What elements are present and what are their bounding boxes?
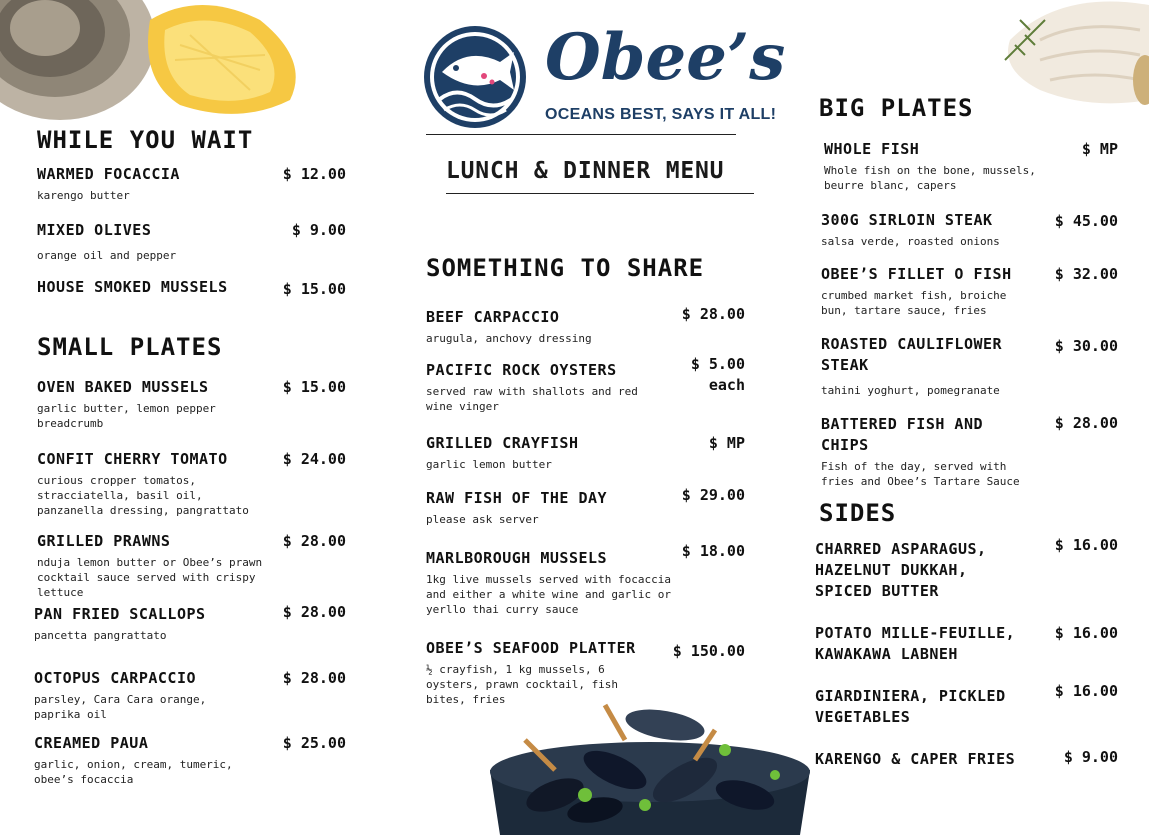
item-price: $ 16.00	[1054, 536, 1118, 554]
item-desc: nduja lemon butter or Obee’s prawn cocktail sauce served with crispy lettuce	[37, 556, 263, 599]
menu-item	[821, 414, 1046, 489]
menu-item	[426, 307, 676, 346]
item-desc: parsley, Cara Cara orange, paprika oil	[34, 693, 207, 721]
brand-tagline: OCEANS BEST, SAYS IT ALL!	[545, 106, 777, 123]
item-name: CHARRED ASPARAGUS, HAZELNUT DUKKAH, SPICED BUTTER	[815, 540, 987, 600]
header-divider	[426, 134, 736, 135]
item-price: $ 28.00	[1054, 414, 1118, 432]
item-price: $ 24.00	[282, 450, 346, 468]
menu-item	[815, 623, 1030, 665]
item-desc: please ask server	[426, 513, 539, 526]
item-name: ROASTED CAULIFLOWER STEAK	[821, 335, 1003, 374]
item-desc: arugula, anchovy dressing	[426, 332, 592, 345]
item-desc: salsa verde, roasted onions	[821, 235, 1000, 248]
item-price: $ 18.00	[681, 542, 745, 560]
fish-logo-icon	[422, 24, 528, 130]
item-desc: orange oil and pepper	[37, 249, 177, 262]
menu-item	[37, 377, 272, 431]
item-name: BATTERED FISH AND CHIPS	[821, 415, 984, 454]
menu-item	[34, 604, 269, 643]
small-plates-heading: SMALL PLATES	[37, 333, 223, 361]
item-name: MARLBOROUGH MUSSELS	[426, 549, 608, 567]
item-desc: 1kg live mussels served with focaccia and either a white wine and garlic or yerllo thai curry sauce	[426, 573, 672, 616]
item-name: GIARDINIERA, PICKLED VEGETABLES	[815, 687, 1006, 726]
menu-item	[37, 220, 277, 263]
item-desc: garlic butter, lemon pepper breadcrumb	[37, 402, 216, 430]
item-price: $ 150.00	[672, 642, 745, 660]
item-price: $ 32.00	[1054, 265, 1118, 283]
item-name: CREAMED PAUA	[34, 734, 149, 752]
item-desc: crumbed market fish, broiche bun, tartare sauce, fries	[821, 289, 1007, 317]
item-desc: karengo butter	[37, 189, 130, 202]
item-name: PACIFIC ROCK OYSTERS	[426, 361, 617, 379]
item-name: OBEE’S FILLET O FISH	[821, 265, 1012, 283]
menu-item	[821, 210, 1046, 249]
item-name: CONFIT CHERRY TOMATO	[37, 450, 228, 468]
item-price: $ 16.00	[1054, 682, 1118, 700]
item-price: $ 9.00	[291, 221, 346, 239]
menu-title-underline	[446, 193, 754, 194]
item-price: $ 9.00	[1063, 748, 1118, 766]
item-price: $ 15.00	[282, 280, 346, 298]
item-price: $ 28.00	[282, 669, 346, 687]
fish-fillet-image	[1000, 0, 1149, 110]
item-name: GRILLED CRAYFISH	[426, 434, 579, 452]
item-price: $ 30.00	[1054, 337, 1118, 355]
menu-item	[34, 668, 269, 722]
menu-title: LUNCH & DINNER MENU	[446, 158, 725, 184]
item-desc: garlic, onion, cream, tumeric, obee’s focaccia	[34, 758, 233, 786]
menu-item	[815, 749, 1045, 770]
item-desc: Whole fish on the bone, mussels, beurre blanc, capers	[824, 164, 1036, 192]
item-name: 300G SIRLOIN STEAK	[821, 211, 993, 229]
menu-item	[37, 449, 272, 518]
item-price: $ 15.00	[282, 378, 346, 396]
item-name: OCTOPUS CARPACCIO	[34, 669, 197, 687]
item-price: $ 28.00	[681, 305, 745, 323]
item-price: $ 16.00	[1054, 624, 1118, 642]
item-name: GRILLED PRAWNS	[37, 532, 171, 550]
menu-item	[426, 548, 681, 617]
item-price: $ MP	[708, 434, 745, 452]
item-desc: tahini yoghurt, pomegranate	[821, 384, 1000, 397]
item-desc: ½ crayfish, 1 kg mussels, 6 oysters, prawn cocktail, fish bites, fries	[426, 663, 619, 706]
item-price: $ 28.00	[282, 532, 346, 550]
item-name: POTATO MILLE-FEUILLE, KAWAKAWA LABNEH	[815, 624, 1016, 663]
item-price: $ 12.00	[282, 165, 346, 183]
item-desc: pancetta pangrattato	[34, 629, 167, 642]
item-price: $ MP	[1081, 140, 1118, 158]
menu-item	[34, 733, 269, 787]
sides-heading: SIDES	[819, 499, 897, 527]
item-desc: Fish of the day, served with fries and Obee’s Tartare Sauce	[821, 460, 1020, 488]
item-name: BEEF CARPACCIO	[426, 308, 560, 326]
big-plates-heading: BIG PLATES	[819, 94, 974, 122]
item-desc: served raw with shallots and red wine vinger	[426, 385, 638, 413]
menu-item	[37, 164, 277, 203]
menu-item	[426, 488, 676, 527]
item-price: $ 5.00 each	[690, 355, 745, 394]
item-name: OVEN BAKED MUSSELS	[37, 378, 209, 396]
menu-item	[37, 277, 277, 298]
menu-item	[815, 539, 1015, 602]
item-name: WHOLE FISH	[824, 140, 920, 158]
menu-item	[426, 360, 676, 414]
oyster-lemon-image	[0, 0, 310, 125]
menu-item	[821, 334, 1046, 398]
item-name: PAN FRIED SCALLOPS	[34, 605, 206, 623]
item-price: $ 25.00	[282, 734, 346, 752]
while-you-wait-heading: WHILE YOU WAIT	[37, 126, 254, 154]
something-to-share-heading: SOMETHING TO SHARE	[426, 254, 705, 282]
item-price: $ 29.00	[681, 486, 745, 504]
menu-item	[824, 139, 1049, 193]
menu-item	[426, 638, 666, 707]
item-price: $ 28.00	[282, 603, 346, 621]
item-price: $ 45.00	[1054, 212, 1118, 230]
item-name: HOUSE SMOKED MUSSELS	[37, 278, 228, 296]
mussels-pot-image	[485, 700, 815, 835]
menu-item	[37, 531, 272, 600]
menu-item	[426, 433, 676, 472]
item-desc: garlic lemon butter	[426, 458, 552, 471]
item-name: KARENGO & CAPER FRIES	[815, 750, 1016, 768]
menu-item	[821, 264, 1046, 318]
item-name: OBEE’S SEAFOOD PLATTER	[426, 639, 636, 657]
item-desc: curious cropper tomatos, stracciatella, basil oil, panzanella dressing, pangrattato	[37, 474, 249, 517]
item-name: RAW FISH OF THE DAY	[426, 489, 608, 507]
item-name: MIXED OLIVES	[37, 221, 152, 239]
item-name: WARMED FOCACCIA	[37, 165, 180, 183]
menu-item	[815, 686, 1030, 728]
brand-name: Obee’s	[545, 20, 786, 95]
